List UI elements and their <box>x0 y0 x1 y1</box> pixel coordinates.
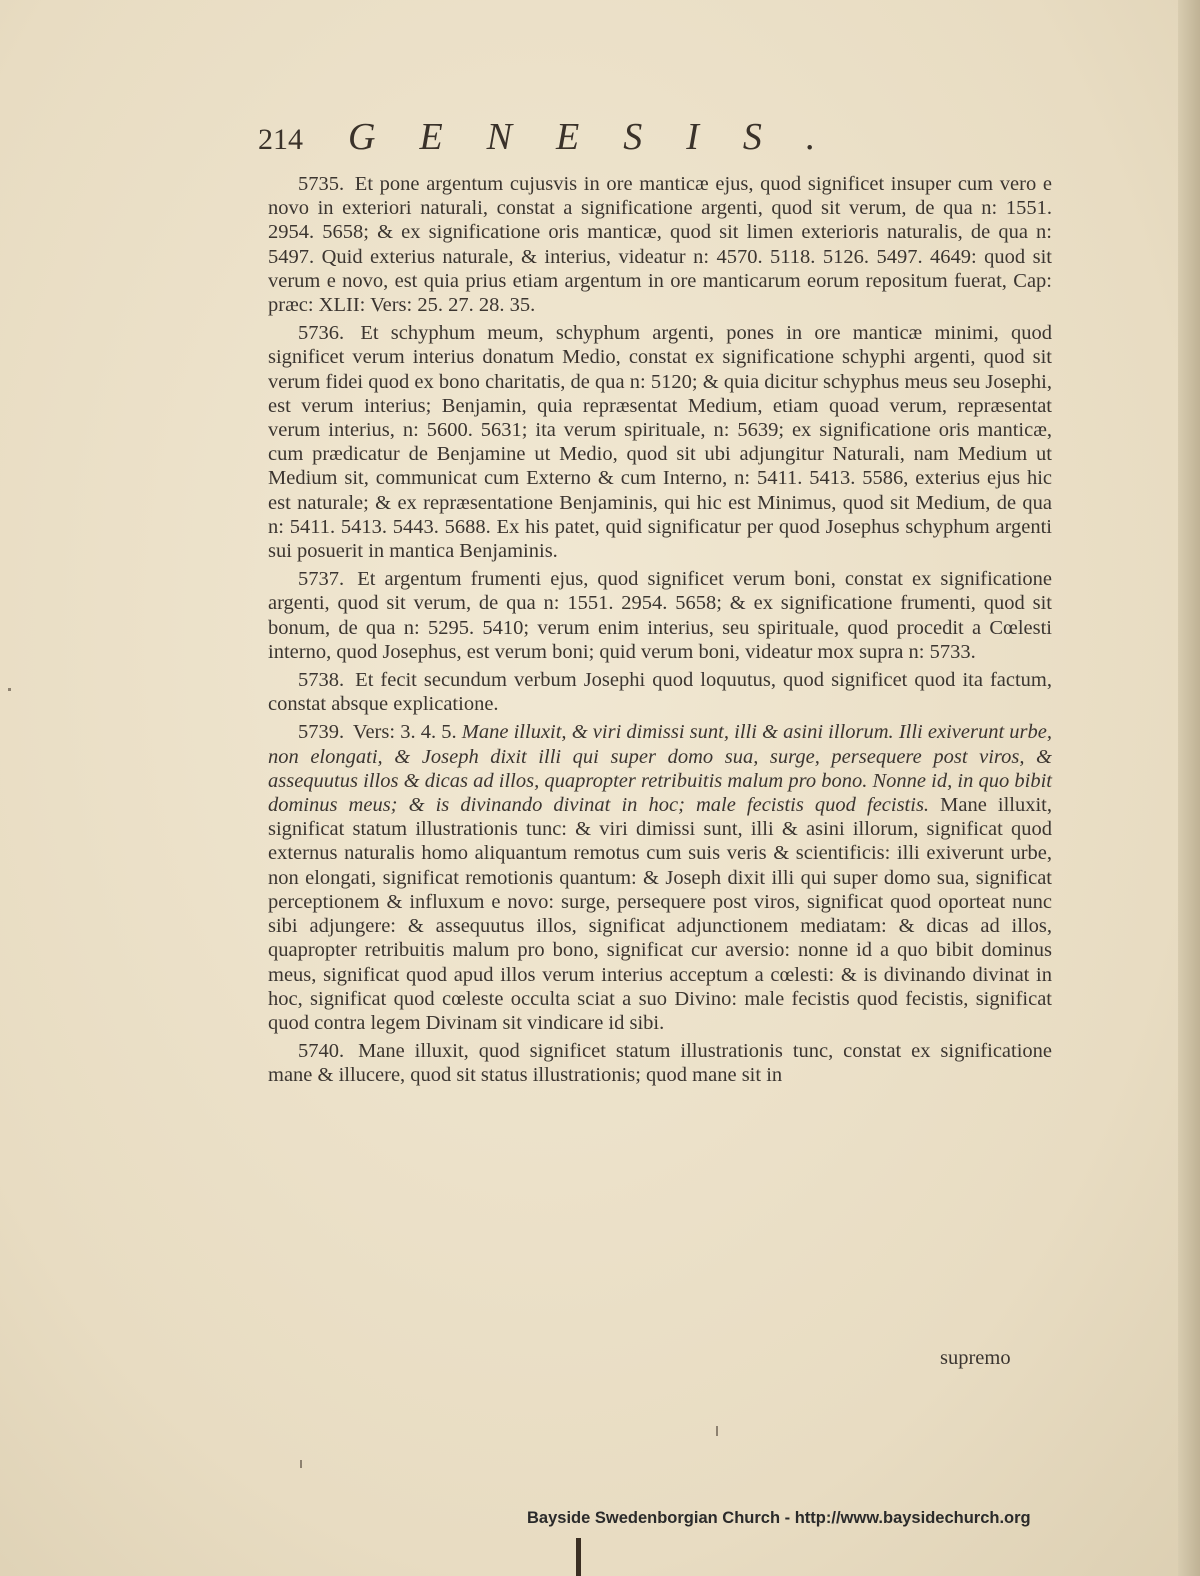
paragraph-text: Mane illuxit, quod significet statum illustrationis tunc, constat ex significatione mane & illucere, quod sit status illustrationis; quod mane sit in <box>268 1040 1053 1087</box>
binding-thread-mark <box>576 1538 581 1576</box>
paragraph-5739 <box>268 720 1052 1035</box>
page-header <box>258 115 938 175</box>
verse-text: Mane illuxit, & viri dimissi sunt, illi & asini illorum. Illi exiverunt urbe, non elongati, & Joseph dixit illi qui super domo sua, surge, persequere post viros, & assequutus illos & dicas ad illos, quapropter retribuitis malum pro bono. Nonne id, in quo bibit dominus meus; & is divinando divinat in hoc; male fecistis quod fecistis. <box>268 721 1052 817</box>
watermark-footer: Bayside Swedenborgian Church - http://www.baysidechurch.org <box>527 1509 1031 1527</box>
page-number: 214 <box>258 123 303 156</box>
paragraph-text: Mane illuxit, significat statum illustrationis tunc: & viri dimissi sunt, illi & asini illorum, significat quod externus naturalis homo aliquantum remotus cum suis veris & scientificis: illi exiverunt urbe, non elongati, significat remotionis quantum: & Joseph dixit illi qui super domo sua, significat perceptionem & influxum e novo: surge, persequere post viros, significat quod oporteat nunc sibi adjungere: & assequutus illos, significat adjunctionem mediatam: & dicas ad illos, quapropter retribuitis malum pro bono, significat cur aversio: nonne id a quo bibit dominus meus, significat quod apud illos verum interius acceptum a cœlesti: & is divinando divinat in hoc, significat quod cœleste occulta sciat a suo Divino: male fecistis quod fecistis, significat quod contra legem Divinam sit vindicare id sibi. <box>268 794 1052 1034</box>
paragraph-5738 <box>268 668 1052 716</box>
paragraph-number: 5737. <box>298 568 345 591</box>
paper-speck <box>8 688 11 691</box>
paragraph-text: Et fecit secundum verbum Josephi quod loquutus, quod significet quod ita factum, constat absque explicatione. <box>268 669 1053 716</box>
page-edge-shadow <box>1178 0 1200 1576</box>
paper-speck <box>300 1460 302 1468</box>
catchword: supremo <box>940 1347 1011 1369</box>
paragraph-5737 <box>268 567 1052 664</box>
paper-speck <box>716 1426 718 1436</box>
verse-reference: Vers: 3. 4. 5. <box>352 721 457 744</box>
body-text <box>268 172 1052 1092</box>
paragraph-number: 5738. <box>298 669 345 692</box>
paragraph-text: Et schyphum meum, schyphum argenti, pones in ore manticæ minimi, quod significet verum interius donatum Medio, constat ex significatione schyphi argenti, quod sit verum fidei quod ex bono charitatis, de qua n: 5120; & quia dicitur schyphus meus seu Josephi, est verum interius; Benjamin, quia repræsentat Medium, etiam quoad verum, repræsentat verum interius, n: 5600. 5631; ita verum spirituale, n: 5639; ex significatione oris manticæ, cum prædicatur de Benjamine ut Medio, quod sit ubi adjungitur Naturali, nam Medium ut Medium sit, communicat cum Externo & cum Interno, n: 5411. 5413. 5586, exterius ejus hic est naturale; & ex repræsentatione Benjaminis, qui hic est Minimus, quod sit Medium, de qua n: 5411. 5413. 5443. 5688. Ex his patet, quid significatur per quod Josephus schyphum argenti sui posuerit in mantica Benjaminis. <box>268 322 1053 563</box>
paragraph-text: Et argentum frumenti ejus, quod significet verum boni, constat ex significatione argenti, quod sit verum, de qua n: 1551. 2954. 5658; & ex significatione frumenti, quod sit bonum, de qua n: 5295. 5410; verum enim interius, seu spirituale, quod procedit a Cœlesti interno, quod Josephus, est verum boni; quid verum boni, videatur mox supra n: 5733. <box>268 568 1052 663</box>
paragraph-text: Et pone argentum cujusvis in ore manticæ ejus, quod significet insuper cum vero e novo in exteriori naturali, constat a significatione argenti, quod sit verum, de qua n: 1551. 2954. 5658; & ex significatione oris manticæ, quod sit limen exterioris naturalis, de qua n: 5497. Quid exterius naturale, & interius, videatur n: 4570. 5118. 5126. 5497. 4649: quod sit verum e novo, est quia prius etiam argentum in ore manticarum eorum repositum fuerat, Cap: præc: XLII: Vers: 25. 27. 28. 35. <box>268 173 1052 317</box>
paragraph-5736 <box>268 321 1052 563</box>
paragraph-number: 5740. <box>298 1040 345 1063</box>
running-title: GENESIS. <box>348 116 860 158</box>
paragraph-5740 <box>268 1039 1052 1087</box>
paragraph-number: 5739. <box>298 721 345 744</box>
paragraph-number: 5736. <box>298 322 345 345</box>
paragraph-number: 5735. <box>298 173 345 195</box>
paragraph-5735 <box>268 172 1052 317</box>
